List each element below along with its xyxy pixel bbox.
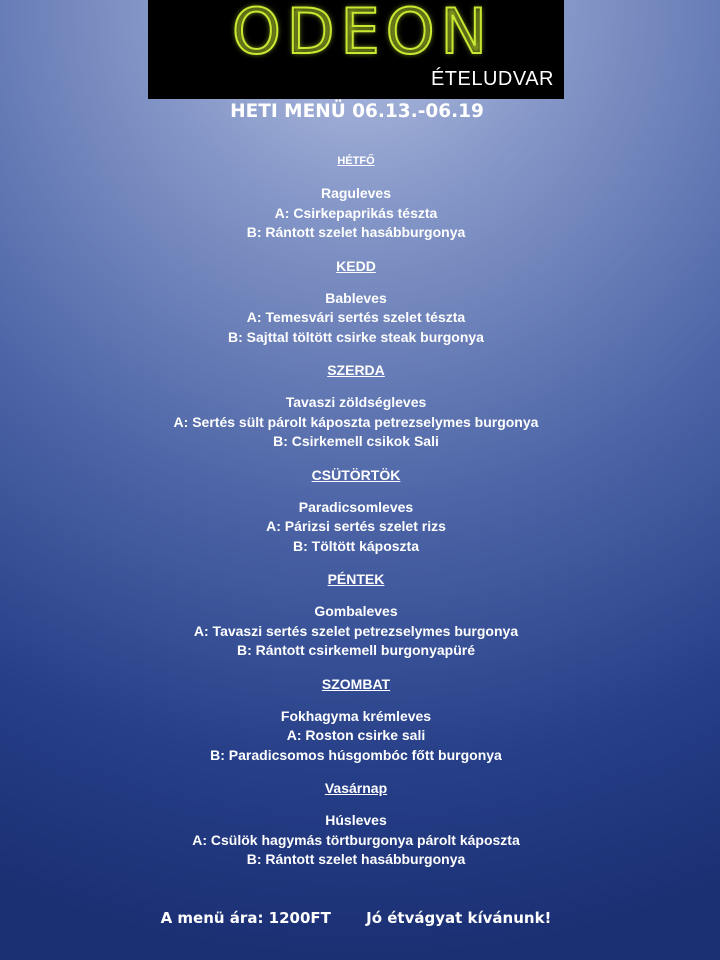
brand-logo: ODEON: [232, 0, 493, 68]
option-b: B: Paradicsomos húsgombóc főtt burgonya: [210, 746, 502, 763]
soup: Húsleves: [325, 812, 387, 828]
soup: Fokhagyma krémleves: [280, 707, 432, 724]
option-a: A: Csirkepaprikás tészta: [274, 204, 438, 221]
option-a: A: Temesvári sertés szelet tészta: [246, 309, 466, 325]
greeting: Jó étvágyat kívánunk!: [366, 909, 552, 927]
day-block-tuesday: [0, 255, 712, 348]
option-a: A: Párizsi sertés szelet rizs: [266, 518, 446, 534]
option-b: B: Töltött káposzta: [293, 537, 419, 554]
day-name: SZOMBAT: [321, 675, 391, 692]
day-name: PÉNTEK: [327, 571, 385, 587]
day-name: SZERDA: [327, 362, 385, 378]
menu-footer: [0, 909, 712, 927]
day-block-saturday: [0, 673, 712, 766]
day-block-sunday: [0, 777, 712, 870]
soup: Raguleves: [320, 185, 392, 201]
option-b: B: Rántott csirkemell burgonyapüré: [236, 642, 476, 658]
soup: Bableves: [325, 289, 387, 306]
option-a: A: Tavaszi sertés szelet petrezselymes burgonya: [193, 622, 519, 639]
page-title: HETI MENÜ 06.13.-06.19: [230, 101, 484, 122]
soup: Gombaleves: [314, 603, 398, 619]
soup: Paradicsomleves: [298, 498, 414, 515]
weekly-menu: [0, 150, 712, 882]
day-name: KEDD: [336, 257, 376, 274]
day-name: Vasárnap: [324, 780, 388, 796]
option-b: B: Rántott szelet hasábburgonya: [246, 224, 466, 240]
option-b: B: Sajttal töltött csirke steak burgonya: [228, 328, 484, 345]
day-block-wednesday: [0, 359, 712, 452]
soup: Tavaszi zöldségleves: [285, 394, 427, 410]
menu-price: A menü ára: 1200FT: [160, 909, 331, 927]
day-block-monday: [0, 150, 712, 243]
logo-banner: [148, 0, 564, 99]
option-a: A: Roston csirke sali: [286, 727, 426, 743]
day-name: CSÜTÖRTÖK: [311, 466, 401, 483]
day-block-thursday: [0, 464, 712, 557]
logo-subtitle: ÉTELUDVAR: [430, 68, 554, 90]
option-b: B: Rántott szelet hasábburgonya: [246, 851, 466, 867]
day-block-friday: [0, 568, 712, 661]
option-b: B: Csirkemell csikok Sali: [273, 433, 439, 449]
day-name: HÉTFŐ: [337, 155, 375, 167]
option-a: A: Csülök hagymás törtburgonya párolt káposzta: [192, 831, 520, 848]
option-a: A: Sertés sült párolt káposzta petrezselymes burgonya: [173, 413, 539, 430]
